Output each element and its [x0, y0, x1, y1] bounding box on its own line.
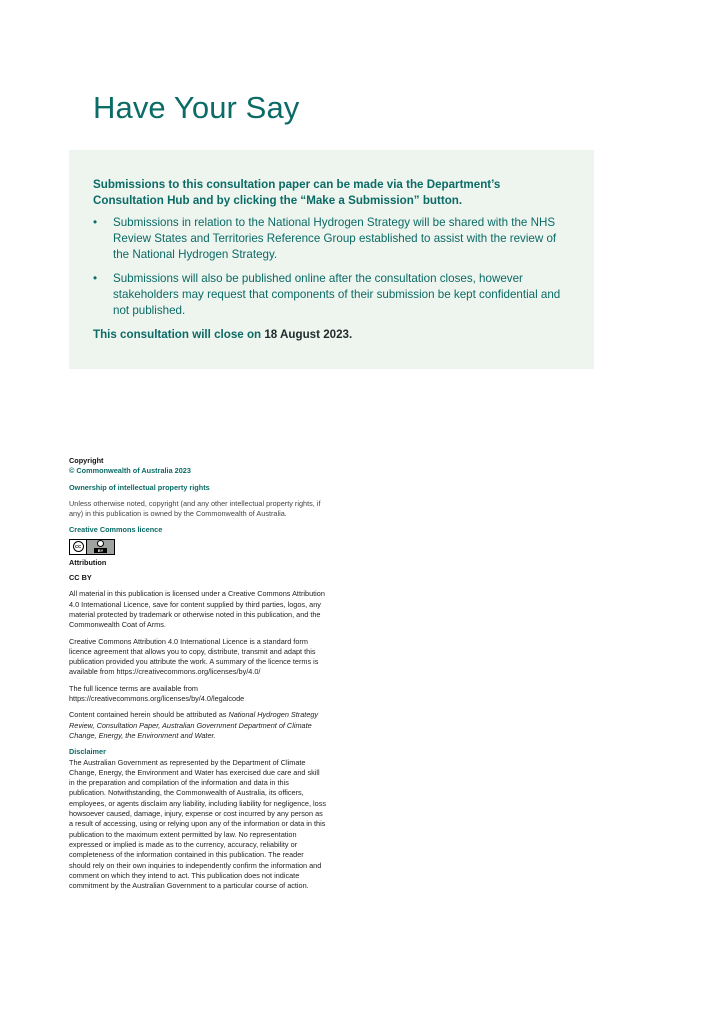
- bullet-text: Submissions will also be published online after the consultation closes, however stakeholders may request that components of their submission be kept confidential and not published.: [113, 272, 561, 317]
- badge-by-label: BY: [94, 548, 108, 553]
- attribution-citation: National Hydrogen Strategy Review, Consultation Paper, Australian Government Department of Climate Change, Energy, the Environment and Water.: [69, 710, 319, 740]
- cc-by-badge-icon: [69, 539, 115, 555]
- ip-heading: Ownership of intellectual property rights: [69, 482, 210, 492]
- licence-paragraph-3: The full licence terms are available from https://creativecommons.org/licenses/by/4.0/legalcode: [69, 683, 245, 704]
- cc-logo-icon: cc: [73, 541, 84, 552]
- close-notice: [93, 327, 570, 343]
- licence-paragraph-1: All material in this publication is licensed under a Creative Commons Attribution 4.0 International Licence, save for content supplied by third parties, logos, any material protected by trademark or otherwise noted in this publication, and the Commonwealth Coat of Arms.: [69, 589, 325, 630]
- bullet-text: Submissions in relation to the National Hydrogen Strategy will be shared with the NHS Review States and Territories Reference Group established to assist with the review of the National Hydrogen Strategy.: [113, 216, 557, 261]
- attribution-paragraph: [69, 710, 327, 741]
- submission-info-box: [69, 150, 594, 369]
- cc-heading: Creative Commons licence: [69, 525, 163, 535]
- legal-section: [69, 456, 327, 891]
- copyright-line: © Commonwealth of Australia 2023: [69, 466, 191, 476]
- attribution-heading: Attribution: [69, 557, 107, 567]
- ccby-heading: CC BY: [69, 573, 92, 583]
- disclaimer-heading: Disclaimer: [69, 747, 106, 757]
- disclaimer-text: The Australian Government as represented by the Department of Climate Change, Energy, the Environment and Water has exercised due care and skill in the preparation and compilation of the information and data in this publication. Notwithstanding, the Commonwealth of Australia, its officers, employees, or agents disclaim any liability, including liability for negligence, loss howsoever caused, damage, injury, expense or cost incurred by any person as a result of accessing, using or relying upon any of the information or data in this publication to the maximum extent permitted by law. No representation expressed or implied is made as to the currency, accuracy, reliability or completeness of the information contained in this publication. The reader should rely on their own inquiries to independently confirm the information and comment on which they intend to act. This publication does not indicate commitment by the Australian Government to a particular course of action.: [69, 757, 327, 891]
- attribution-prefix: Content contained herein should be attributed as: [69, 710, 229, 720]
- submission-lead: Submissions to this consultation paper can be made via the Department’s Consultation Hub and by clicking the “Make a Submission” button.: [93, 178, 501, 207]
- bullet-icon: •: [93, 272, 98, 285]
- page-title: Have Your Say: [93, 90, 300, 125]
- list-item: [93, 215, 570, 263]
- list-item: [93, 271, 570, 319]
- copyright-heading: Copyright: [69, 456, 104, 465]
- attribution-person-icon: [97, 540, 104, 547]
- close-prefix: This consultation will close on: [93, 328, 265, 341]
- ip-text: Unless otherwise noted, copyright (and any other intellectual property rights, if any) in this publication is owned by the Commonwealth of Australia.: [69, 498, 321, 519]
- submission-bullets: [93, 215, 570, 319]
- bullet-icon: •: [93, 216, 98, 229]
- licence-paragraph-2: Creative Commons Attribution 4.0 International Licence is a standard form licence agreement that allows you to copy, distribute, transmit and adapt this publication provided you attribute the work. A summary of the licence terms is available from https://creativecommons.org/licenses/by/4.0/: [69, 636, 319, 677]
- close-date: 18 August 2023.: [264, 328, 353, 341]
